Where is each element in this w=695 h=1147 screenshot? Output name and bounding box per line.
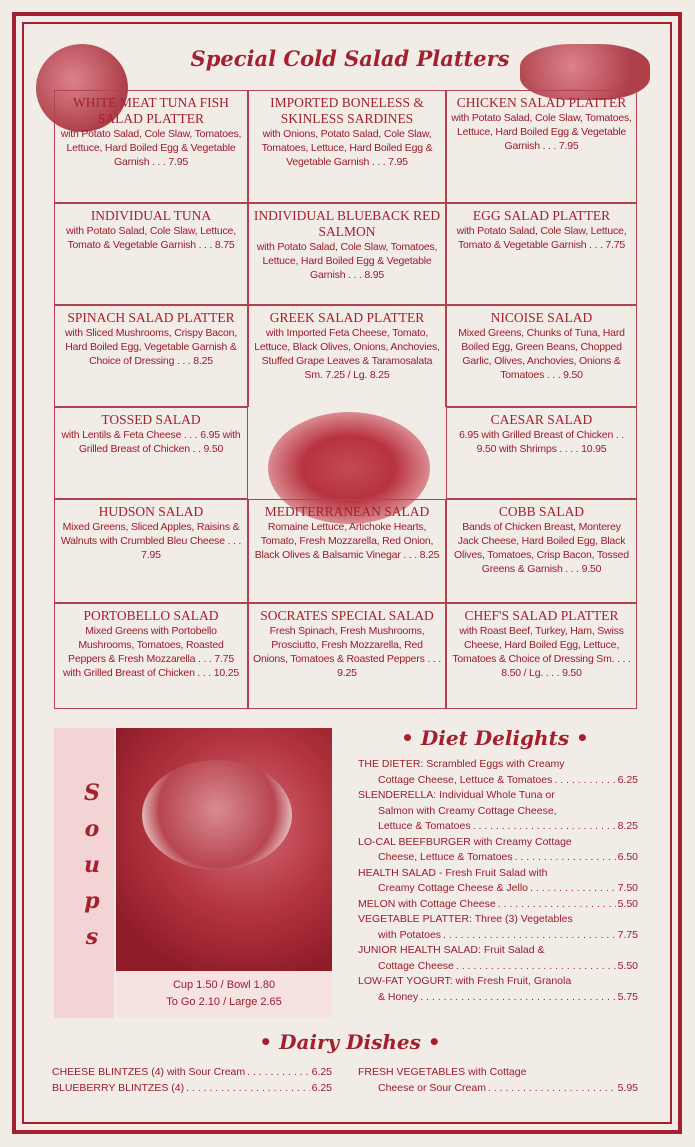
salad-description: with Sliced Mushrooms, Crispy Bacon, Hard Boiled Egg, Vegetable Garnish & Choice of Dressing . . . 8.25 bbox=[65, 327, 237, 367]
salad-name: PORTOBELLO SALAD bbox=[83, 608, 219, 623]
salad-name: TOSSED SALAD bbox=[101, 412, 201, 427]
salad-name: NICOISE SALAD bbox=[490, 310, 593, 325]
salad-item bbox=[54, 90, 248, 203]
soup-prices bbox=[116, 977, 332, 1011]
salad-name: MEDITERRANEAN SALAD bbox=[264, 504, 430, 519]
salad-description: with Onions, Potato Salad, Cole Slaw, Tomatoes, Lettuce, Hard Boiled Egg & Vegetable Garnish . . . 7.95 bbox=[261, 128, 433, 168]
soups-heading: Soups bbox=[79, 780, 105, 960]
menu-line-text: THE DIETER: Scrambled Eggs with Creamy bbox=[358, 758, 565, 770]
salad-item bbox=[248, 90, 446, 203]
salad-name: COBB SALAD bbox=[498, 504, 585, 519]
menu-line-text: HEALTH SALAD - Fresh Fruit Salad with bbox=[358, 866, 548, 879]
salad-item bbox=[446, 203, 637, 305]
salad-name: CHICKEN SALAD PLATTER bbox=[456, 95, 627, 110]
leader-dots bbox=[530, 881, 616, 897]
menu-line-text: SLENDERELLA: Individual Whole Tuna or bbox=[358, 789, 555, 801]
menu-line-text: LO-CAL BEEFBURGER with Creamy Cottage bbox=[358, 835, 572, 848]
menu-line bbox=[358, 881, 638, 897]
menu-line bbox=[358, 943, 638, 959]
menu-line bbox=[358, 959, 638, 975]
menu-line bbox=[358, 819, 638, 835]
salad-item bbox=[54, 305, 248, 407]
menu-line-text: LOW-FAT YOGURT: with Fresh Fruit, Granola bbox=[358, 975, 572, 987]
leader-dots bbox=[456, 959, 616, 975]
menu-line bbox=[358, 912, 638, 928]
diet-delights-list bbox=[358, 757, 638, 1005]
menu-line-price: 5.50 bbox=[617, 897, 638, 910]
salad-name: GREEK SALAD PLATTER bbox=[269, 310, 425, 325]
menu-line-text: Cottage Cheese, Lettuce & Tomatoes bbox=[378, 773, 553, 786]
salad-item bbox=[446, 90, 637, 203]
menu-line-price: 6.25 bbox=[617, 773, 638, 786]
page-title: Special Cold Salad Platters bbox=[190, 46, 510, 71]
salad-description: Bands of Chicken Breast, Monterey Jack Cheese, Hard Boiled Egg, Black Olives, Tomatoes, Crisp Bacon, Tossed Greens & Garnish . . . 9.50 bbox=[454, 521, 629, 575]
dairy-dishes-title: • Dairy Dishes • bbox=[259, 1030, 441, 1054]
menu-line-price: 8.25 bbox=[617, 820, 638, 832]
salad-item bbox=[248, 603, 446, 709]
menu-line-text: Cottage Cheese bbox=[378, 959, 454, 972]
menu-line-price: 5.50 bbox=[617, 959, 638, 972]
menu-line-text: Cheese, Lettuce & Tomatoes bbox=[378, 851, 513, 863]
salad-item bbox=[248, 499, 446, 603]
diet-delights-title: • Diet Delights • bbox=[401, 726, 589, 750]
salad-item bbox=[248, 305, 446, 407]
salad-description: with Lentils & Feta Cheese . . . 6.95 with Grilled Breast of Chicken . . 9.50 bbox=[61, 429, 241, 455]
leader-dots bbox=[420, 990, 615, 1006]
salad-name: WHITE MEAT TUNA FISH SALAD PLATTER bbox=[73, 95, 229, 126]
menu-line bbox=[358, 835, 638, 851]
salad-description: with Potato Salad, Cole Slaw, Tomatoes, Lettuce, Hard Boiled Egg & Vegetable Garnish . . . 7.95 bbox=[60, 128, 242, 168]
menu-line-price: 6.50 bbox=[617, 851, 638, 863]
dairy-list-right bbox=[358, 1064, 638, 1096]
leader-dots bbox=[488, 1080, 616, 1096]
salad-item bbox=[446, 603, 637, 709]
salad-description: with Potato Salad, Cole Slaw, Lettuce, Tomato & Vegetable Garnish . . . 7.75 bbox=[456, 225, 627, 251]
salad-item bbox=[446, 499, 637, 603]
menu-line bbox=[358, 850, 638, 866]
menu-line-text: BLUEBERRY BLINTZES (4) bbox=[52, 1082, 185, 1094]
salad-description: Mixed Greens, Sliced Apples, Raisins & Walnuts with Crumbled Bleu Cheese . . . 7.95 bbox=[60, 521, 242, 561]
soup-bowl-image bbox=[142, 760, 292, 870]
menu-line bbox=[358, 897, 638, 913]
leader-dots bbox=[554, 773, 615, 789]
menu-line bbox=[358, 974, 638, 990]
salad-name: SOCRATES SPECIAL SALAD bbox=[260, 608, 434, 623]
menu-line-text: VEGETABLE PLATTER: Three (3) Vegetables bbox=[358, 913, 573, 925]
salad-item bbox=[54, 407, 248, 499]
menu-line bbox=[358, 928, 638, 944]
menu-line-price: 7.50 bbox=[617, 882, 638, 894]
menu-line-text: Salmon with Creamy Cottage Cheese, bbox=[378, 804, 557, 817]
menu-line bbox=[358, 757, 638, 773]
salad-name: IMPORTED BONELESS & SKINLESS SARDINES bbox=[270, 95, 424, 126]
salad-name: CHEF'S SALAD PLATTER bbox=[464, 608, 619, 623]
leader-dots bbox=[473, 819, 616, 835]
salad-name: INDIVIDUAL BLUEBACK RED SALMON bbox=[253, 208, 441, 239]
salad-description: with Potato Salad, Cole Slaw, Lettuce, Tomato & Vegetable Garnish . . . 8.75 bbox=[66, 225, 236, 251]
salad-item bbox=[248, 203, 446, 305]
salad-name: CAESAR SALAD bbox=[490, 412, 593, 427]
menu-line-price: 5.95 bbox=[617, 1082, 638, 1094]
soup-price-line-1: Cup 1.50 / Bowl 1.80 bbox=[172, 979, 276, 991]
menu-line bbox=[358, 1080, 638, 1096]
menu-line-text: CHEESE BLINTZES (4) with Sour Cream bbox=[52, 1066, 246, 1078]
soup-price-line-2: To Go 2.10 / Large 2.65 bbox=[166, 996, 282, 1008]
salad-item bbox=[446, 305, 637, 407]
salad-item bbox=[54, 499, 248, 603]
menu-line bbox=[358, 1064, 638, 1080]
leader-dots bbox=[186, 1080, 309, 1096]
salad-description: Fresh Spinach, Fresh Mushrooms, Prosciutto, Fresh Mozzarella, Red Onions, Tomatoes & Roasted Peppers . . . 9.25 bbox=[253, 625, 441, 679]
menu-line-text: JUNIOR HEALTH SALAD: Fruit Salad & bbox=[358, 944, 545, 956]
leader-dots bbox=[515, 850, 616, 866]
leader-dots bbox=[443, 928, 616, 944]
salad-item bbox=[54, 603, 248, 709]
menu-line-price: 6.25 bbox=[311, 1082, 332, 1094]
menu-line-text: & Honey bbox=[378, 990, 419, 1003]
salad-description: Romaine Lettuce, Artichoke Hearts, Tomato, Fresh Mozzarella, Red Onion, Black Olives & Balsamic Vinegar . . . 8.25 bbox=[254, 521, 440, 561]
menu-line-text: with Potatoes bbox=[378, 928, 442, 941]
menu-line bbox=[358, 990, 638, 1006]
menu-line bbox=[358, 804, 638, 820]
menu-line bbox=[52, 1080, 332, 1096]
salad-description: with Potato Salad, Cole Slaw, Tomatoes, Lettuce, Hard Boiled Egg & Vegetable Garnish . . . 8.95 bbox=[256, 241, 438, 281]
salad-name: HUDSON SALAD bbox=[98, 504, 204, 519]
menu-line-text: MELON with Cottage Cheese bbox=[358, 897, 496, 910]
leader-dots bbox=[498, 897, 616, 913]
salad-description: with Potato Salad, Cole Slaw, Tomatoes, Lettuce, Hard Boiled Egg & Vegetable Garnish . . . 7.95 bbox=[451, 112, 632, 152]
menu-line bbox=[52, 1064, 332, 1080]
menu-line-price: 6.25 bbox=[311, 1066, 332, 1078]
salad-description: with Roast Beef, Turkey, Ham, Swiss Cheese, Hard Boiled Egg, Lettuce, Tomatoes & Choice of Dressing Sm. . . . 8.50 / Lg. . . . 9.50 bbox=[452, 625, 631, 679]
salad-description: Mixed Greens, Chunks of Tuna, Hard Boiled Egg, Green Beans, Chopped Garlic, Olives, Anchovies, Onions & Tomatoes . . . 9.50 bbox=[458, 327, 625, 381]
salad-item bbox=[54, 203, 248, 305]
salad-name: EGG SALAD PLATTER bbox=[472, 208, 611, 223]
menu-line bbox=[358, 866, 638, 882]
salad-name: SPINACH SALAD PLATTER bbox=[67, 310, 235, 325]
salad-description: 6.95 with Grilled Breast of Chicken . . 9.50 with Shrimps . . . . 10.95 bbox=[459, 429, 624, 455]
menu-line bbox=[358, 773, 638, 789]
salad-item bbox=[446, 407, 637, 499]
salad-name: INDIVIDUAL TUNA bbox=[90, 208, 212, 223]
salad-description: with Imported Feta Cheese, Tomato, Lettuce, Black Olives, Onions, Anchovies, Stuffed Grape Leaves & Taramosalata Sm. 7.25 / Lg. 8.25 bbox=[254, 327, 440, 381]
menu-line-price: 7.75 bbox=[617, 928, 638, 941]
menu-line-price: 5.75 bbox=[617, 990, 638, 1003]
menu-line-text: Lettuce & Tomatoes bbox=[378, 820, 471, 832]
dairy-list-left bbox=[52, 1064, 332, 1096]
menu-line bbox=[358, 788, 638, 804]
menu-line-text: FRESH VEGETABLES with Cottage bbox=[358, 1066, 527, 1078]
leader-dots bbox=[247, 1064, 309, 1080]
salad-description: Mixed Greens with Portobello Mushrooms, Tomatoes, Roasted Peppers & Fresh Mozzarella . . . 7.75 with Grilled Breast of Chicken . . . 10.25 bbox=[62, 625, 240, 679]
menu-line-text: Creamy Cottage Cheese & Jello bbox=[378, 882, 528, 894]
menu-line-text: Cheese or Sour Cream bbox=[378, 1082, 486, 1094]
